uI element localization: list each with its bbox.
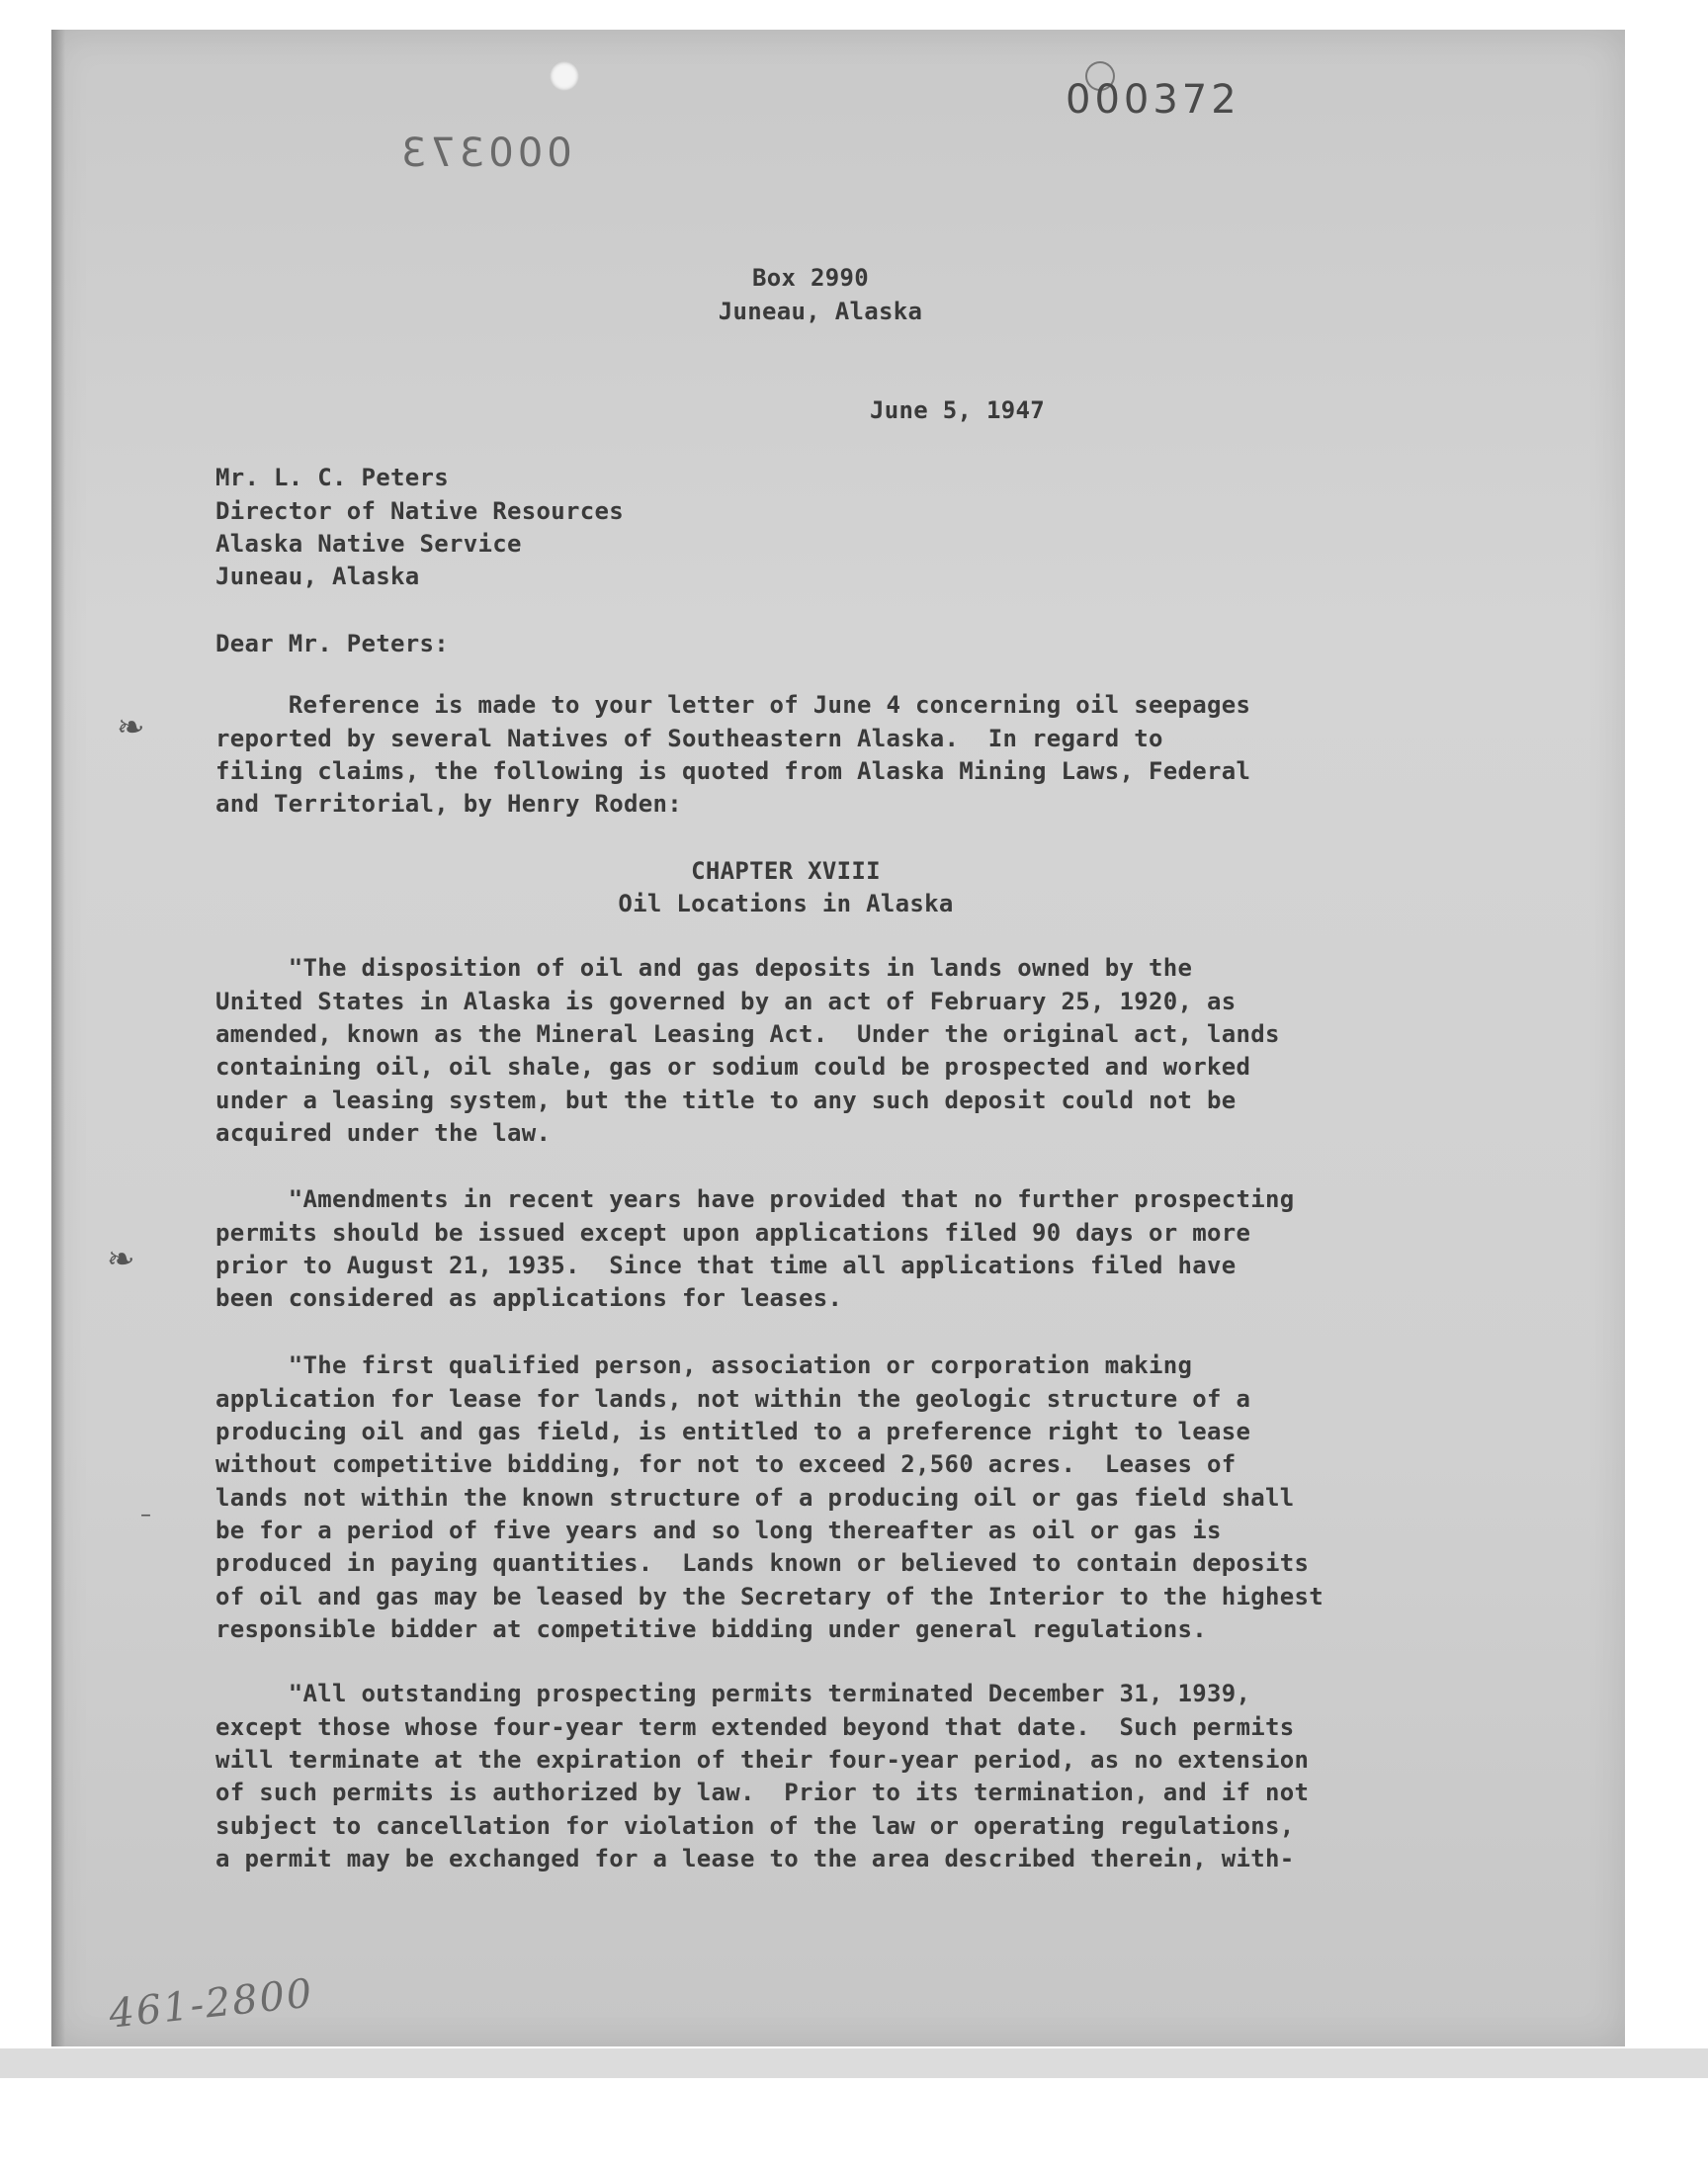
quote-line: will terminate at the expiration of their four-year period, as no extension <box>215 1746 1310 1774</box>
handwritten-note: 461-2800 <box>107 1970 316 2038</box>
quote-line: "The first qualified person, association or corporation making <box>215 1351 1193 1379</box>
recipient-title: Director of Native Resources <box>215 497 624 525</box>
mirrored-number-stamp: 000373 <box>397 130 572 176</box>
quote-line: except those whose four-year term extended beyond that date. Such permits <box>215 1713 1295 1741</box>
quote-line: responsible bidder at competitive bidding under general regulations. <box>215 1615 1207 1643</box>
quote-line: under a leasing system, but the title to any such deposit could not be <box>215 1087 1237 1114</box>
letterhead-city: Juneau, Alaska <box>718 298 923 325</box>
salutation: Dear Mr. Peters: <box>215 630 449 657</box>
quote-line: "Amendments in recent years have provided that no further prospecting <box>215 1185 1295 1213</box>
intro-line: Reference is made to your letter of June 4 concerning oil seepages <box>215 691 1251 719</box>
quote-line: a permit may be exchanged for a lease to the area described therein, with- <box>215 1845 1295 1872</box>
quote-line: produced in paying quantities. Lands known or believed to contain deposits <box>215 1549 1310 1577</box>
quote-line: been considered as applications for leases. <box>215 1284 843 1312</box>
quote-line: acquired under the law. <box>215 1119 552 1147</box>
scan-bottom-strip <box>0 2048 1708 2078</box>
quote-line: "The disposition of oil and gas deposits in lands owned by the <box>215 954 1193 982</box>
margin-mark-icon: ❧ <box>107 1240 135 1279</box>
quote-line: be for a period of five years and so long thereafter as oil or gas is <box>215 1517 1222 1544</box>
chapter-title: Oil Locations in Alaska <box>618 890 954 917</box>
intro-line: reported by several Natives of Southeastern Alaska. In regard to <box>215 725 1163 752</box>
quote-line: subject to cancellation for violation of the law or operating regulations, <box>215 1812 1295 1840</box>
quote-line: permits should be issued except upon applications filed 90 days or more <box>215 1219 1251 1247</box>
quote-line: amended, known as the Mineral Leasing Act. Under the original act, lands <box>215 1020 1280 1048</box>
recipient-name: Mr. L. C. Peters <box>215 464 449 491</box>
chapter-number: CHAPTER XVIII <box>691 857 881 885</box>
quote-line: of oil and gas may be leased by the Secretary of the Interior to the highest <box>215 1583 1324 1610</box>
intro-line: and Territorial, by Henry Roden: <box>215 790 682 818</box>
quote-line: application for lease for lands, not within the geologic structure of a <box>215 1385 1251 1413</box>
quote-line: producing oil and gas field, is entitled to a preference right to lease <box>215 1418 1251 1445</box>
quote-line: United States in Alaska is governed by an act of February 25, 1920, as <box>215 988 1237 1015</box>
recipient-org: Alaska Native Service <box>215 530 522 558</box>
quote-line: "All outstanding prospecting permits terminated December 31, 1939, <box>215 1680 1251 1707</box>
quote-line: prior to August 21, 1935. Since that time all applications filed have <box>215 1252 1237 1279</box>
letter-date: June 5, 1947 <box>870 396 1045 424</box>
margin-mark-icon: ❧ <box>117 708 145 747</box>
document-number-stamp: 000372 <box>1066 77 1240 123</box>
recipient-city: Juneau, Alaska <box>215 563 420 590</box>
intro-line: filing claims, the following is quoted from Alaska Mining Laws, Federal <box>215 757 1251 785</box>
punch-hole-icon <box>550 61 579 91</box>
letterhead-box: Box 2990 <box>752 264 869 292</box>
quote-line: of such permits is authorized by law. Prior to its termination, and if not <box>215 1779 1310 1806</box>
quote-line: containing oil, oil shale, gas or sodium could be prospected and worked <box>215 1053 1251 1081</box>
margin-dash-icon: – <box>140 1503 151 1527</box>
quote-line: without competitive bidding, for not to exceed 2,560 acres. Leases of <box>215 1450 1237 1478</box>
quote-line: lands not within the known structure of a producing oil or gas field shall <box>215 1484 1295 1512</box>
